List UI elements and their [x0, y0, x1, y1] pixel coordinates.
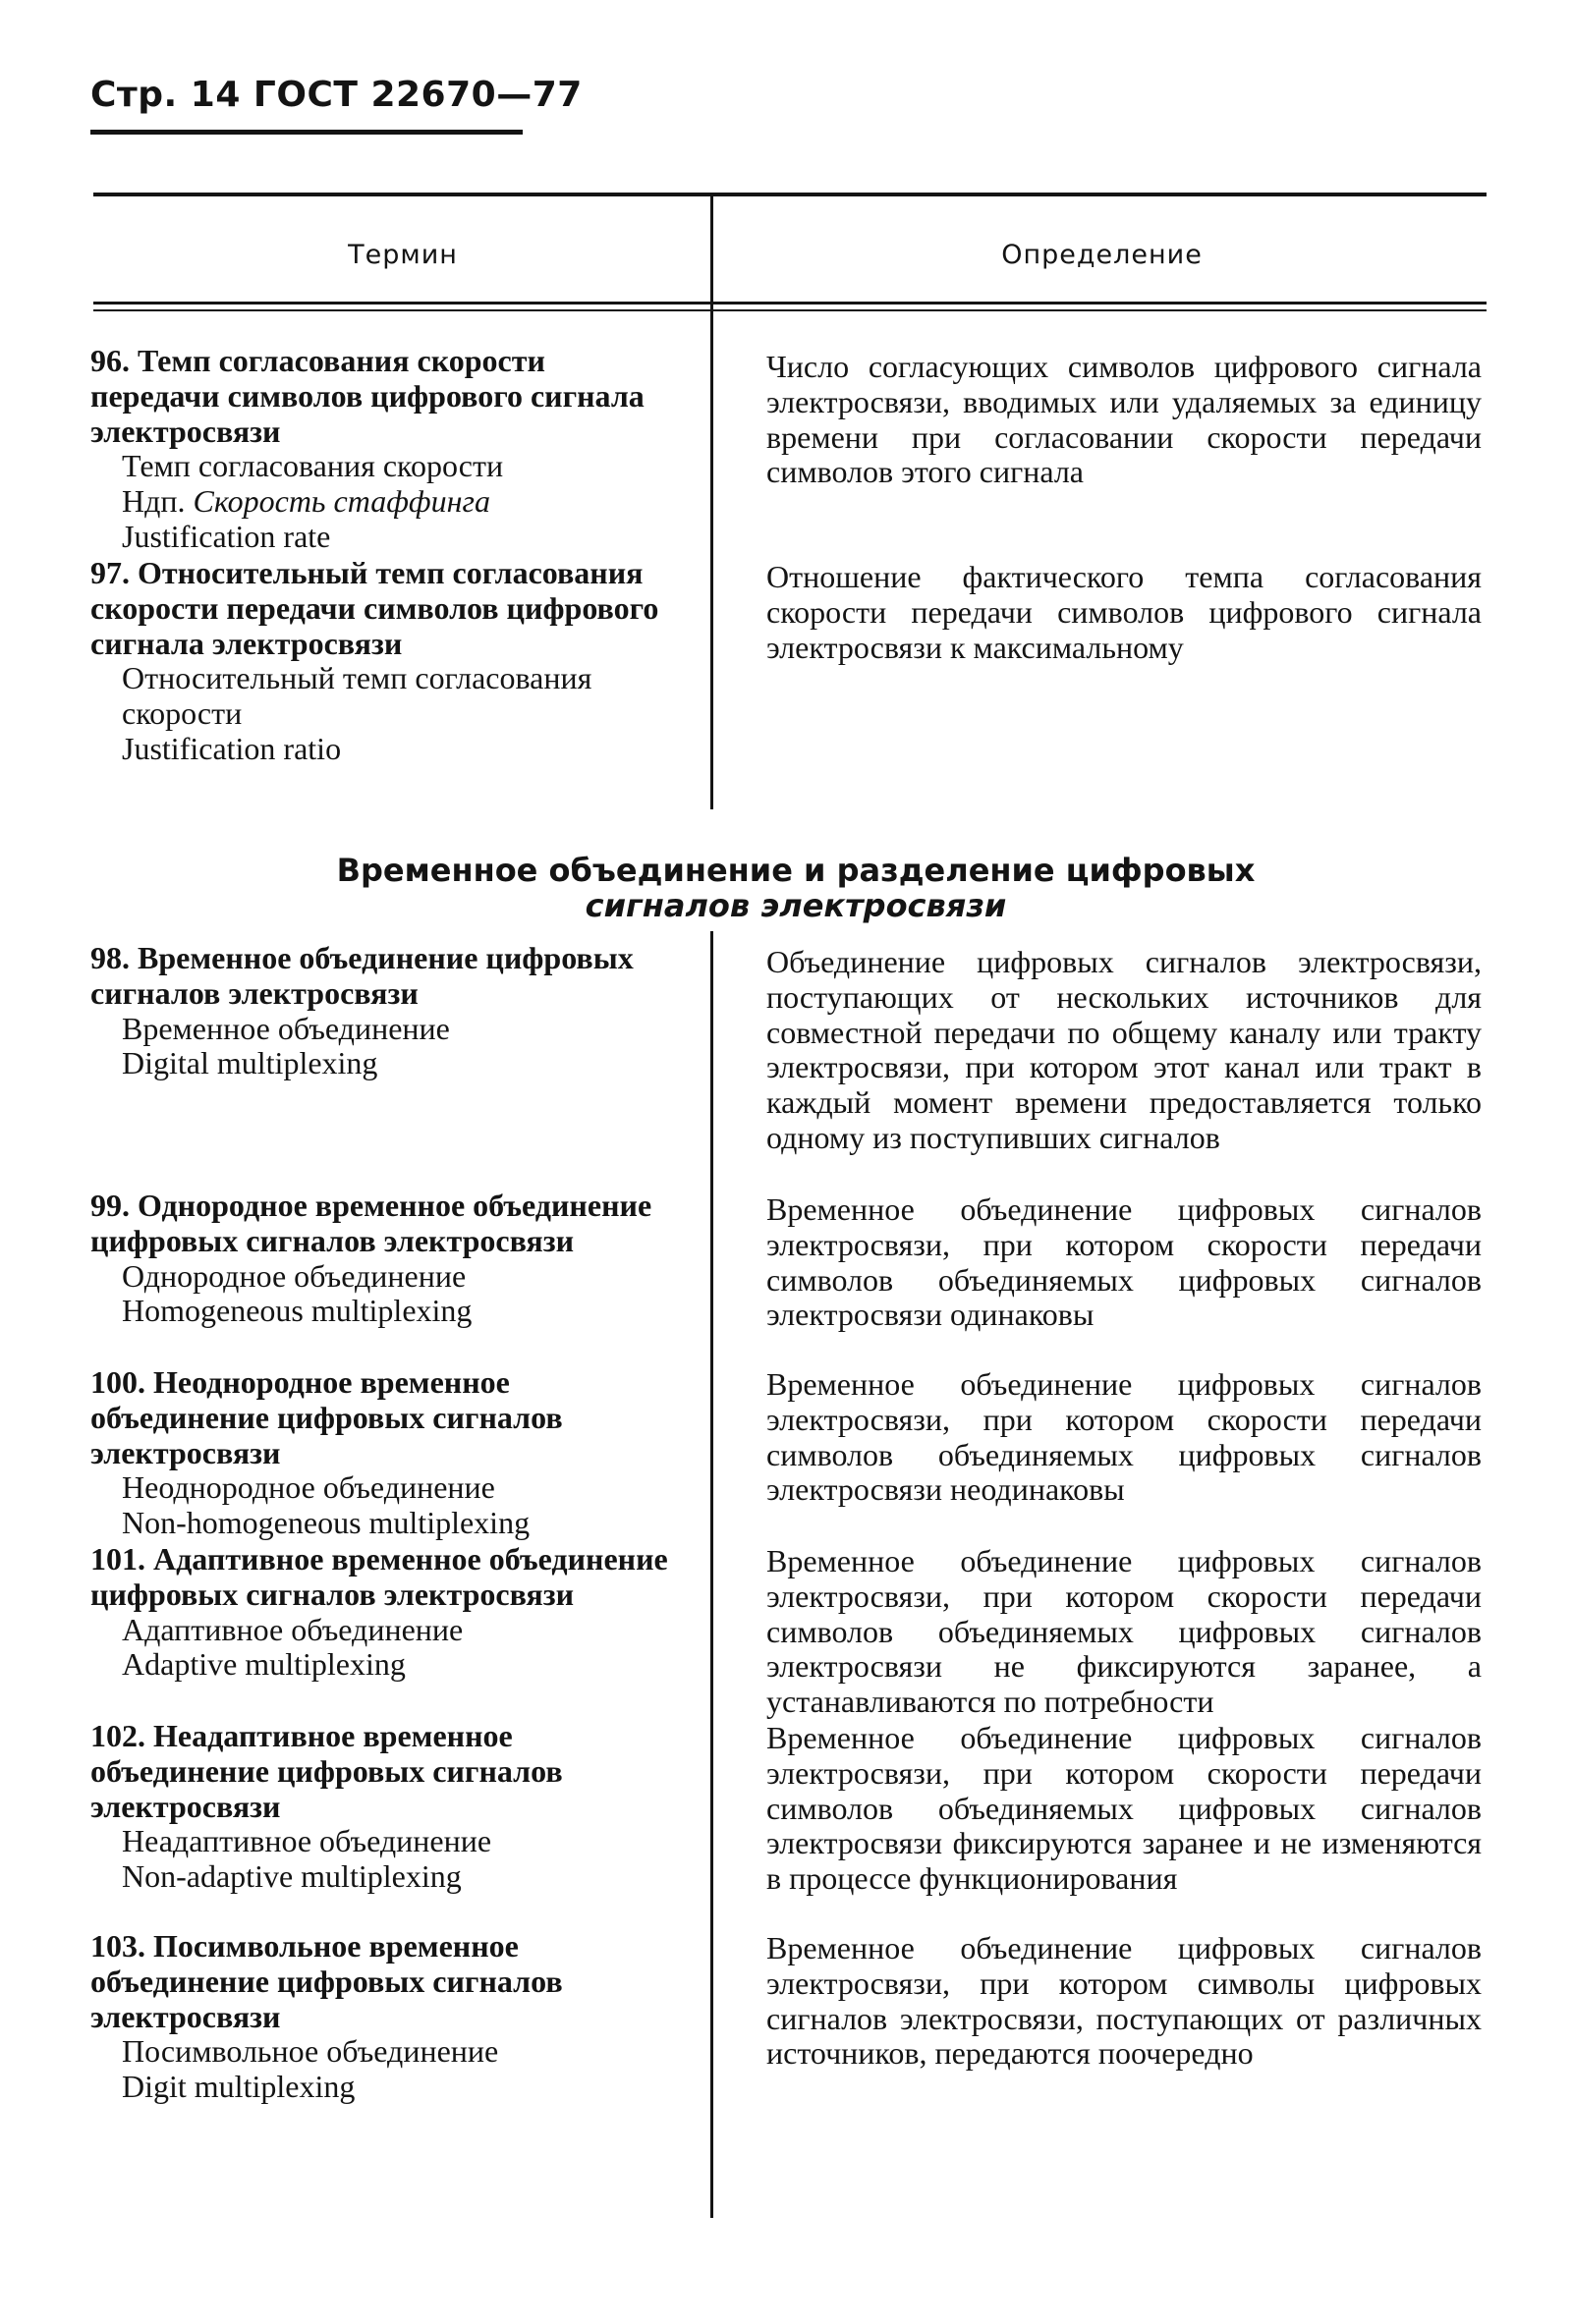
term-cell	[90, 1929, 680, 2106]
term-cell	[90, 556, 680, 811]
term-cell	[90, 1719, 680, 1896]
column-divider	[710, 196, 713, 809]
definition-cell: Временное объединение цифровых сигналов электросвязи, при котором скорости передачи символов объединяемых цифровых сигналов электросвязи фиксируются заранее и не изменяются в процессе функционирования	[766, 1721, 1482, 1897]
section-heading-line1: Временное объединение и разделение цифровых	[336, 852, 1256, 889]
term-english: Homogeneous multiplexing	[122, 1293, 473, 1329]
term-short-form: Темп согласования скорости	[122, 448, 504, 484]
definition-cell: Временное объединение цифровых сигналов электросвязи, при котором скорости передачи символов объединяемых цифровых сигналов электросвязи одинаковы	[766, 1192, 1482, 1333]
term-title: 97. Относительный темп согласования скорости передачи символов цифрового сигнала электросвязи	[90, 556, 659, 661]
term-english: Non-homogeneous multiplexing	[122, 1505, 531, 1541]
term-english: Digital multiplexing	[122, 1045, 378, 1081]
section-heading-line2: сигналов электросвязи	[585, 887, 1007, 924]
term-short-form: Посимвольное объединение	[122, 2033, 499, 2070]
term-english: Non-adaptive multiplexing	[122, 1858, 462, 1895]
deprecated-label: Ндп.	[122, 483, 186, 520]
column-header-definition: Определение	[1001, 240, 1203, 270]
term-short-form: Неоднородное объединение	[122, 1469, 495, 1506]
header-double-rule-top	[93, 302, 1487, 304]
term-english: Adaptive multiplexing	[122, 1646, 406, 1683]
term-short-form: Адаптивное объединение	[122, 1611, 464, 1647]
term-cell	[90, 941, 680, 1088]
term-deprecated	[90, 484, 680, 520]
term-title: 101. Адаптивное временное объединение цифровых сигналов электросвязи	[90, 1542, 668, 1612]
term-short-form: Временное объединение	[122, 1010, 450, 1046]
definition-cell: Объединение цифровых сигналов электросвязи, поступающих от нескольких источников для совместной передачи по общему каналу или тракту электросвязи, при котором этот канал или тракт в каждый момент времени предоставляется только одному из поступивших сигналов	[766, 945, 1482, 1155]
table-top-rule	[93, 193, 1487, 196]
definition-cell: Временное объединение цифровых сигналов электросвязи, при котором символы цифровых сигналов электросвязи, поступающих от различных источников, передаются поочередно	[766, 1931, 1482, 2072]
term-short-form: Однородное объединение	[122, 1257, 467, 1294]
term-title: 99. Однородное временное объединение цифровых сигналов электросвязи	[90, 1189, 652, 1258]
term-english: Justification rate	[122, 518, 331, 554]
term-cell	[90, 344, 680, 574]
term-short-form: Неадаптивное объединение	[122, 1823, 492, 1859]
deprecated-term: Скорость стаффинга	[193, 483, 490, 520]
term-title: 103. Посимвольное временное объединение цифровых сигналов электросвязи	[90, 1929, 563, 2034]
term-title: 100. Неоднородное временное объединение цифровых сигналов электросвязи	[90, 1365, 563, 1470]
term-cell	[90, 1365, 680, 1542]
header-rule	[90, 130, 523, 135]
page-header: Стр. 14 ГОСТ 22670—77	[90, 75, 583, 115]
term-cell	[90, 1189, 680, 1365]
section-heading	[314, 853, 1277, 923]
term-cell	[90, 1542, 680, 1721]
term-english: Digit multiplexing	[122, 2069, 356, 2105]
term-short-form: Относительный темп согласования скорости	[122, 660, 592, 732]
definition-cell: Временное объединение цифровых сигналов электросвязи, при котором скорости передачи символов объединяемых цифровых сигналов электросвязи неодинаковы	[766, 1367, 1482, 1508]
term-title: 102. Неадаптивное временное объединение цифровых сигналов электросвязи	[90, 1719, 563, 1824]
term-title: 96. Темп согласования скорости передачи символов цифрового сигнала электросвязи	[90, 344, 645, 449]
term-english: Justification ratio	[122, 730, 342, 766]
definition-cell: Временное объединение цифровых сигналов электросвязи, при котором скорости передачи символов объединяемых цифровых сигналов электросвязи не фиксируются заранее, а устанавливаются по потребности	[766, 1544, 1482, 1720]
header-double-rule-bottom	[93, 309, 1487, 311]
column-divider	[710, 931, 713, 2218]
column-header-term: Термин	[348, 240, 458, 270]
term-title: 98. Временное объединение цифровых сигналов электросвязи	[90, 941, 634, 1011]
definition-cell: Отношение фактического темпа согласования скорости передачи символов цифрового сигнала электросвязи к максимальному	[766, 560, 1482, 665]
definition-cell: Число согласующих символов цифрового сигнала электросвязи, вводимых или удаляемых за единицу времени при согласовании скорости передачи символов этого сигнала	[766, 350, 1482, 490]
